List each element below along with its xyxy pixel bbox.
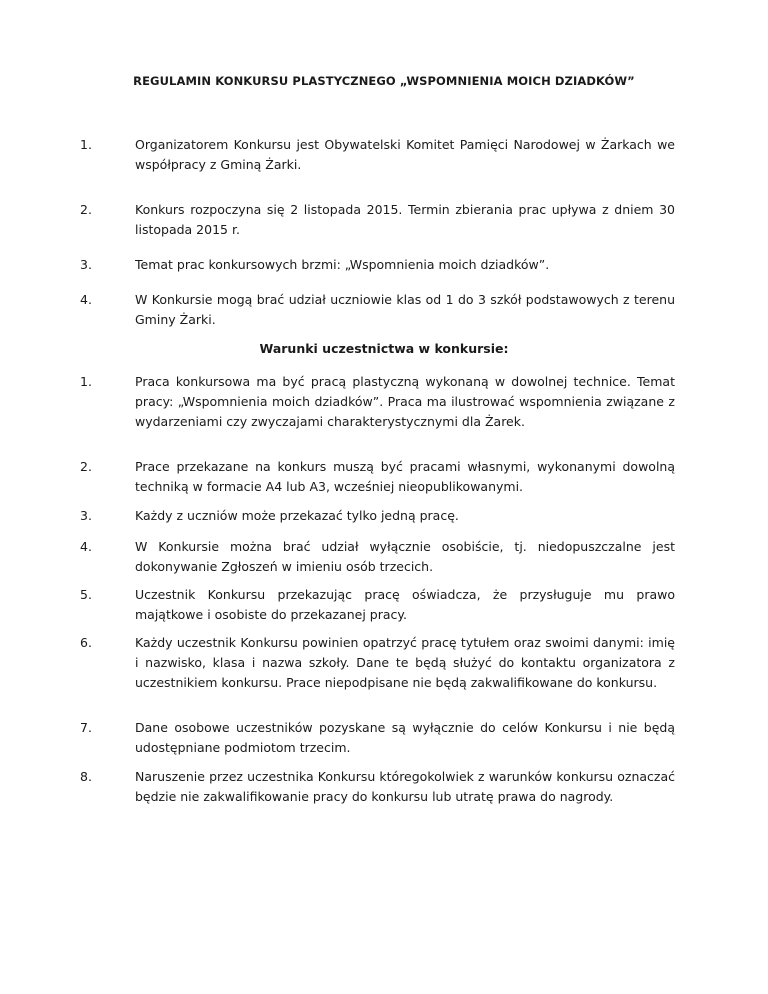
item-number: 7. (80, 720, 92, 735)
document-title: REGULAMIN KONKURSU PLASTYCZNEGO „WSPOMNIENIA MOICH DZIADKÓW” (133, 74, 635, 88)
item-text: Każdy uczestnik Konkursu powinien opatrzyć pracę tytułem oraz swoimi danymi: imię i nazwisko, klasa i nazwa szkoły. Dane te będą służyć do kontaktu organizatora z uczestnikiem konkursu. Prace niepodpisane nie będą zakwalifikowane do konkursu. (135, 635, 675, 690)
item-text: Konkurs rozpoczyna się 2 listopada 2015. Termin zbierania prac upływa z dniem 30 listopada 2015 r. (135, 202, 675, 237)
item-text: W Konkursie mogą brać udział uczniowie klas od 1 do 3 szkół podstawowych z terenu Gminy Żarki. (135, 292, 675, 327)
item-number: 5. (80, 587, 92, 602)
item-number: 4. (80, 539, 92, 554)
item-text: Praca konkursowa ma być pracą plastyczną wykonaną w dowolnej technice. Temat pracy: „Wspomnienia moich dziadków”. Praca ma ilustrować wspomnienia związane z wydarzeniami czy zwyczajami charakterystycznymi dla Żarek. (135, 374, 675, 429)
item-text: Organizatorem Konkursu jest Obywatelski Komitet Pamięci Narodowej w Żarkach we współpracy z Gminą Żarki. (135, 137, 675, 172)
item-text: Dane osobowe uczestników pozyskane są wyłącznie do celów Konkursu i nie będą udostępniane podmiotom trzecim. (135, 720, 675, 755)
item-text: W Konkursie można brać udział wyłącznie osobiście, tj. niedopuszczalne jest dokonywanie Zgłoszeń w imieniu osób trzecich. (135, 539, 675, 574)
item-number: 6. (80, 635, 92, 650)
item-text: Każdy z uczniów może przekazać tylko jedną pracę. (135, 508, 459, 523)
item-text: Prace przekazane na konkurs muszą być pracami własnymi, wykonanymi dowolną techniką w formacie A4 lub A3, wcześniej nieopublikowanymi. (135, 459, 675, 494)
item-number: 2. (80, 459, 92, 474)
item-text: Temat prac konkursowych brzmi: „Wspomnienia moich dziadków”. (135, 257, 550, 272)
item-number: 4. (80, 292, 92, 307)
item-number: 1. (80, 137, 92, 152)
item-text: Uczestnik Konkursu przekazując pracę oświadcza, że przysługuje mu prawo majątkowe i osobiste do przekazanej pracy. (135, 587, 675, 622)
section-title: Warunki uczestnictwa w konkursie: (259, 341, 509, 356)
item-number: 8. (80, 769, 92, 784)
item-text: Naruszenie przez uczestnika Konkursu któregokolwiek z warunków konkursu oznaczać będzie nie zakwalifikowanie pracy do konkursu lub utratę prawa do nagrody. (135, 769, 675, 804)
item-number: 3. (80, 508, 92, 523)
item-number: 2. (80, 202, 92, 217)
item-number: 3. (80, 257, 92, 272)
item-number: 1. (80, 374, 92, 389)
